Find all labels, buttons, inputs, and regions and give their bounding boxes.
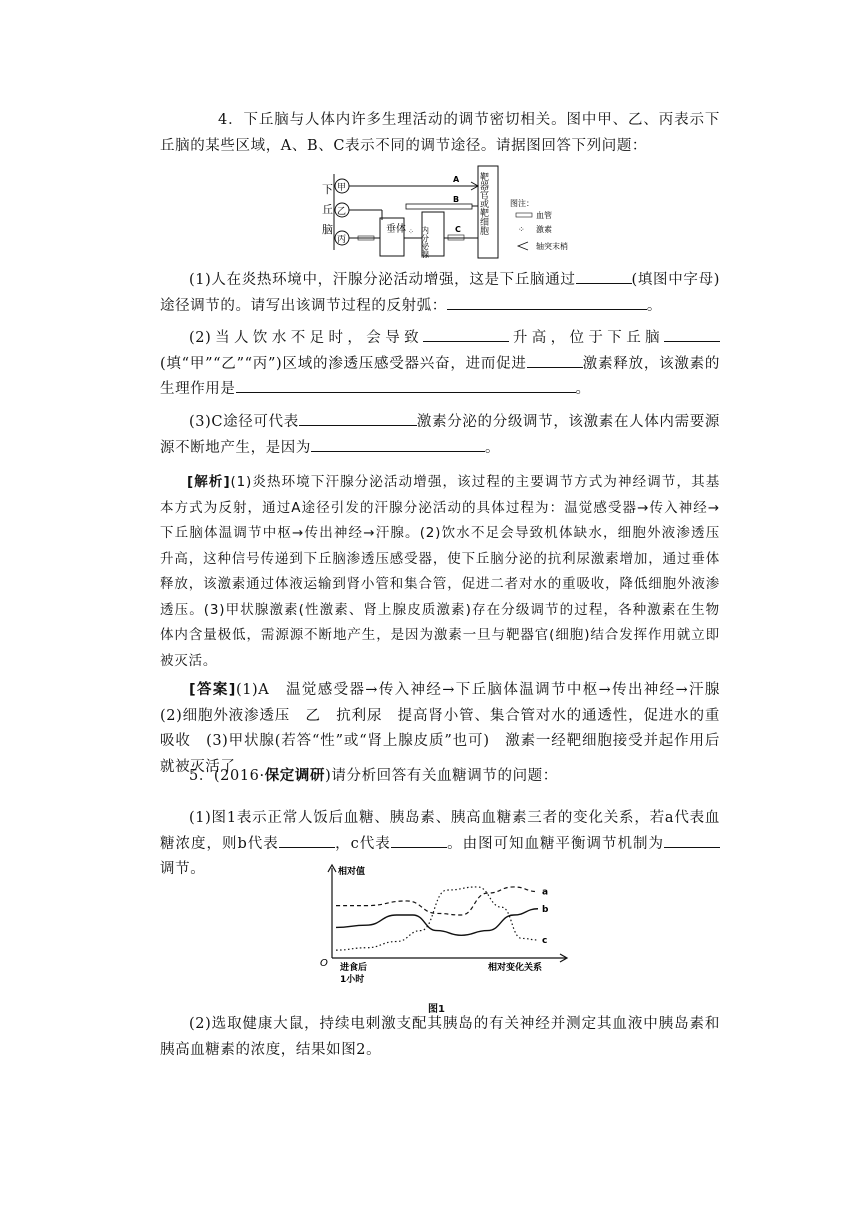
blank-q5-mechanism[interactable] [664,833,720,848]
brain-label-3: 脑 [322,223,333,236]
region-jia: 甲 [337,183,347,193]
region-yi: 乙 [337,207,347,217]
q4-sub3: (3)C途径可代表 激素分泌的分级调节，该激素在人体内需要源源不断地产生，是因为 。 [160,410,720,461]
series-label-c: c [542,935,548,946]
figure-1-caption: 图1 [428,1004,445,1015]
q4-analysis: [解析](1)炎热环境下汗腺分泌活动增强，该过程的主要调节方式为神经调节，其基本方式为反射，通过A途径引发的汗腺分泌活动的具体过程为：温觉感受器→传入神经→下丘脑体温调节中枢→传出神经→汗腺。(2)饮水不足会导致机体缺水，细胞外液渗透压升高，这种信号传递到下丘脑渗透压感受器，使下丘脑分泌的抗利尿激素增加，通过垂体释放，该激素通过体液运输到肾小管和集合管，促进二者对水的重吸收，降低细胞外液渗透压。(3)甲状腺激素(性激素、肾上腺皮质激素)存在分级调节的过程，各种激素在生物体内含量极低，需源源不断地产生，是因为激素一旦与靶器官(细胞)结合发挥作用就立即被灭活。 [160,474,720,669]
x-tick-line-1: 进食后 [340,963,368,973]
q4-answer: [答案](1)A 温觉感受器→传入神经→下丘脑体温调节中枢→传出神经→汗腺 (2)细胞外液渗透压 乙 抗利尿 提高肾小管、集合管对水的通透性，促进水的重吸收 (3)甲状腺(若答“性”或“肾上腺皮质”也可) 激素一经靶细胞接受并起作用后就被灭活了 [160,682,736,775]
blank-q4-2d[interactable] [236,378,576,393]
pituitary-label-1: 垂体 [386,224,406,235]
hypothalamus-diagram [318,160,588,262]
svg-text:⁘: ⁘ [518,225,525,234]
region-bing: 丙 [337,235,347,245]
q5-intro: 5．(2016·保定调研)请分析回答有关血糖调节的问题： [189,768,558,784]
brain-label-1: 下 [322,183,333,196]
q4-sub2: (2)当人饮水不足时，会导致 升高，位于下丘脑(填“甲”“乙”“丙”)区域的渗透压感受器兴奋，进而促进 激素释放，该激素的生理作用是 。 [160,326,720,403]
legend-vessel: 血管 [536,211,552,220]
blank-q4-2b[interactable] [664,327,720,342]
blank-q4-3b[interactable] [311,437,485,452]
q5-sub1: (1)图1表示正常人饭后血糖、胰岛素、胰高血糖素三者的变化关系，若a代表血糖浓度，则b代表 ，c代表 。由图可知血糖平衡调节机制为调节。 [160,810,720,877]
blank-q4-reflex-arc[interactable] [447,295,647,310]
x-axis-label: 相对变化关系 [488,963,543,973]
q4-intro: 4．下丘脑与人体内许多生理活动的调节密切相关。图中甲、乙、丙表示下丘脑的某些区域，A、B、C表示不同的调节途径。请据图回答下列问题： [160,112,720,154]
path-a-label: A [453,175,460,184]
path-c-label: C [455,225,461,234]
series-label-a: a [542,887,549,898]
blank-q4-2a[interactable] [423,327,509,342]
origin-label: O [320,958,328,969]
q4-sub1: (1)人在炎热环境中，汗腺分泌活动增强，这是下丘脑通过 (填图中字母)途径调节的。请写出该调节过程的反射弧： 。 [160,268,720,319]
answer-tag: [答案] [189,682,236,698]
target-label: 靶器官或靶细胞 [478,172,488,235]
legend-title: 图注： [510,199,534,208]
blank-q4-2c[interactable] [527,353,583,368]
series-label-b: b [542,904,549,915]
x-tick-line-2: 1小时 [340,975,365,985]
y-axis-label: 相对值 [338,867,366,877]
svg-text:⁘: ⁘ [408,228,414,236]
blank-q4-1[interactable] [576,269,632,284]
analysis-tag: [解析] [187,474,231,490]
blank-q5-c[interactable] [391,833,447,848]
gland-label: 内分泌腺 [420,226,430,258]
blank-q5-b[interactable] [279,833,335,848]
legend-axon: 轴突末梢 [536,242,568,251]
blank-q4-3a[interactable] [299,411,417,426]
q5-sub2: (2)选取健康大鼠，持续电刺激支配其胰岛的有关神经并测定其血液中胰岛素和胰高血糖素的浓度，结果如图2。 [160,1016,720,1058]
series-line-c [336,887,538,950]
figure-1-chart [310,862,570,992]
path-b-label: B [453,195,460,204]
brain-label-2: 丘 [322,203,333,216]
legend-hormone: 激素 [536,225,552,234]
